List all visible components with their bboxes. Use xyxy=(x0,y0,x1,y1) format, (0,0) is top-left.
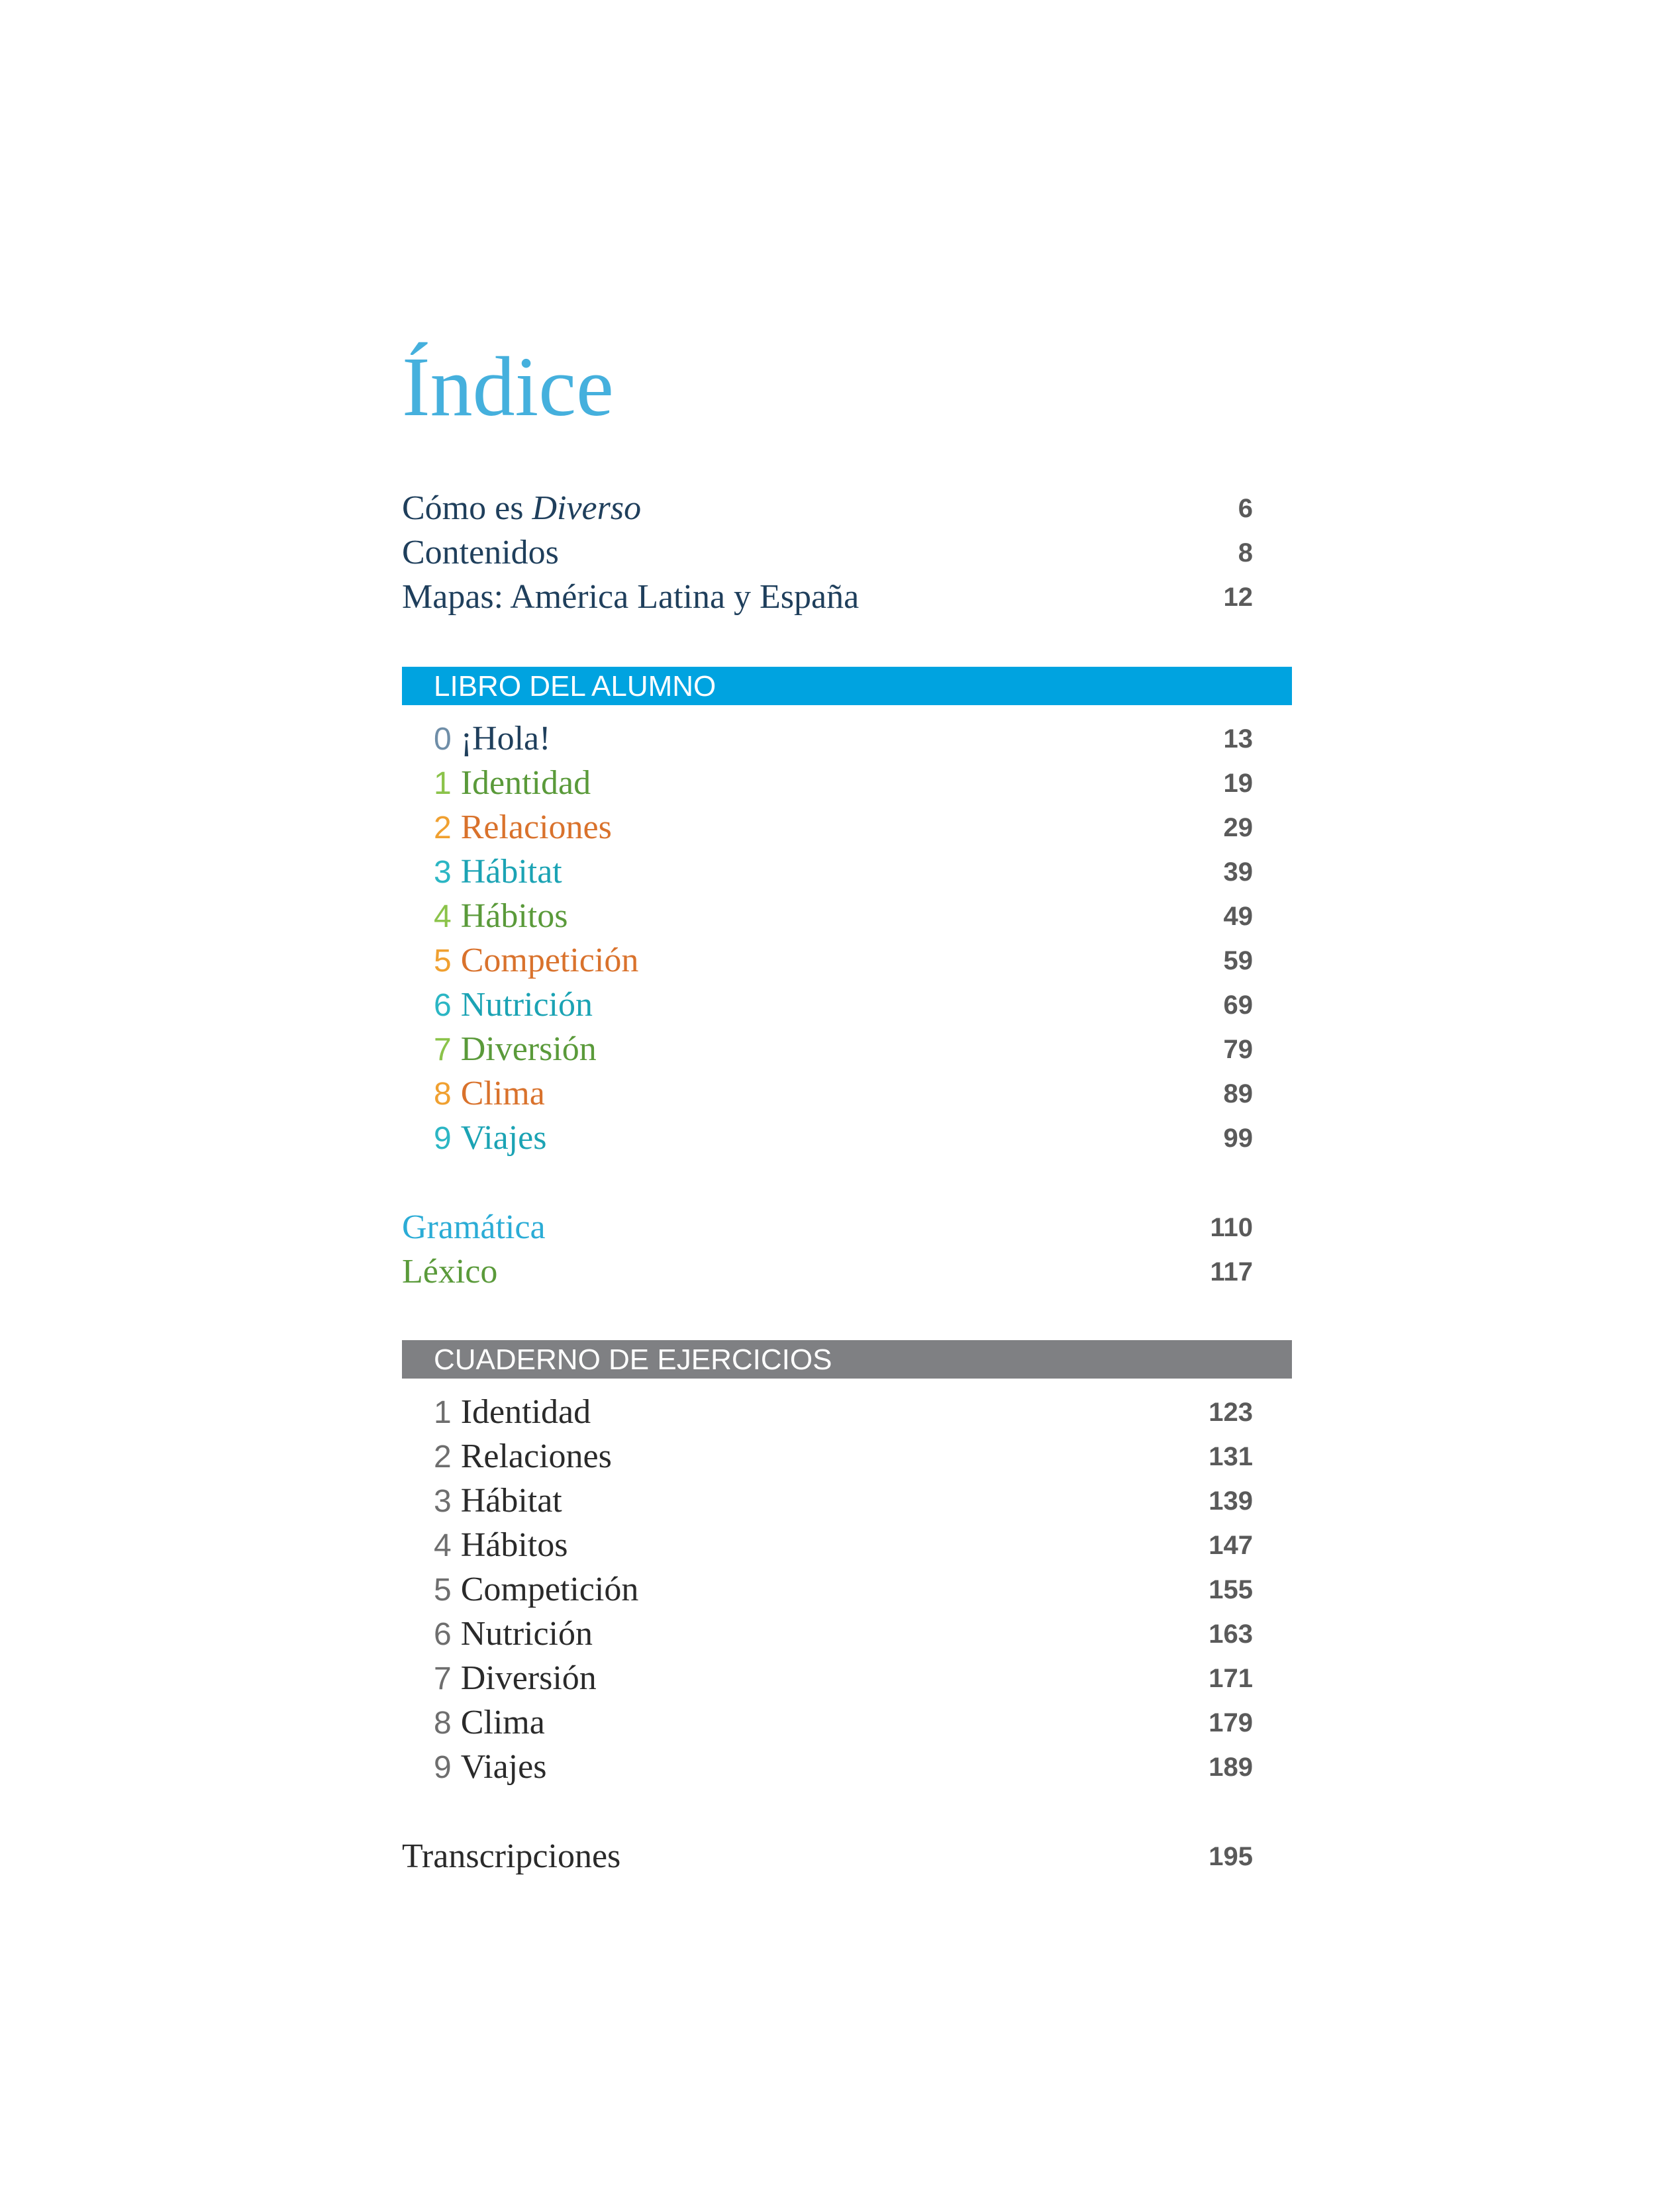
unit-number: 6 xyxy=(434,988,452,1023)
toc-row-page: 110 xyxy=(1210,1213,1253,1242)
unit-title: Viajes xyxy=(460,1748,547,1786)
toc-row-page: 6 xyxy=(1238,494,1253,523)
toc-row-page: 89 xyxy=(1223,1079,1253,1108)
section-banner-libro xyxy=(402,667,1292,705)
section-banner-label: CUADERNO DE EJERCICIOS xyxy=(434,1343,832,1376)
toc-row-page: 29 xyxy=(1223,813,1253,842)
unit-title: Hábitat xyxy=(460,853,562,891)
toc-row-contenidos[interactable] xyxy=(402,531,1253,575)
toc-row-libro-5[interactable] xyxy=(402,939,1253,983)
unit-number: 7 xyxy=(434,1661,452,1696)
toc-row-page: 179 xyxy=(1209,1708,1253,1737)
unit-number: 5 xyxy=(434,1573,452,1608)
unit-title: Hábitos xyxy=(460,1526,568,1564)
unit-number: 8 xyxy=(434,1706,452,1741)
unit-number: 6 xyxy=(434,1617,452,1652)
toc-row-page: 147 xyxy=(1209,1531,1253,1560)
unit-title: Identidad xyxy=(460,764,591,802)
toc-row-transcripciones[interactable] xyxy=(402,1835,1253,1878)
unit-title: Diversión xyxy=(460,1030,597,1068)
toc-row-libro-2[interactable] xyxy=(402,806,1253,850)
unit-number: 7 xyxy=(434,1032,452,1067)
toc-row-label: Contenidos xyxy=(402,534,559,571)
toc-row-cuaderno-3[interactable] xyxy=(402,1479,1253,1523)
unit-number: 1 xyxy=(434,766,452,801)
unit-title: Clima xyxy=(460,1704,545,1741)
toc-row-cuaderno-6[interactable] xyxy=(402,1612,1253,1656)
unit-number: 2 xyxy=(434,810,452,846)
unit-number: 0 xyxy=(434,722,452,757)
toc-row-lexico[interactable] xyxy=(402,1250,1253,1294)
unit-title: Viajes xyxy=(460,1119,547,1157)
unit-number: 9 xyxy=(434,1121,452,1156)
toc-row-cuaderno-8[interactable] xyxy=(402,1701,1253,1745)
toc-row-gramatica[interactable] xyxy=(402,1206,1253,1249)
toc-row-page: 79 xyxy=(1223,1035,1253,1064)
toc-row-page: 155 xyxy=(1209,1575,1253,1604)
unit-title: ¡Hola! xyxy=(460,720,551,757)
toc-row-como-es-diverso[interactable] xyxy=(402,487,1253,530)
unit-title: Diversión xyxy=(460,1659,597,1697)
toc-row-libro-0[interactable] xyxy=(402,717,1253,761)
toc-row-page: 139 xyxy=(1209,1486,1253,1516)
unit-number: 9 xyxy=(434,1750,452,1785)
toc-row-page: 8 xyxy=(1238,538,1253,567)
page-title: Índice xyxy=(402,340,614,434)
toc-row-page: 39 xyxy=(1223,857,1253,887)
toc-row-page: 163 xyxy=(1209,1620,1253,1649)
unit-title: Competición xyxy=(460,1571,639,1608)
toc-row-cuaderno-9[interactable] xyxy=(402,1745,1253,1789)
section-banner-label: LIBRO DEL ALUMNO xyxy=(434,670,716,703)
toc-row-cuaderno-5[interactable] xyxy=(402,1568,1253,1612)
unit-number: 2 xyxy=(434,1439,452,1475)
unit-title: Hábitat xyxy=(460,1482,562,1520)
toc-row-page: 171 xyxy=(1209,1664,1253,1693)
toc-row-page: 13 xyxy=(1223,724,1253,754)
toc-row-libro-7[interactable] xyxy=(402,1028,1253,1071)
unit-number: 3 xyxy=(434,1484,452,1519)
toc-row-page: 49 xyxy=(1223,902,1253,931)
toc-row-label: Transcripciones xyxy=(402,1837,621,1875)
unit-title: Clima xyxy=(460,1075,545,1112)
toc-row-cuaderno-1[interactable] xyxy=(402,1390,1253,1434)
unit-title: Relaciones xyxy=(460,808,612,846)
toc-row-libro-1[interactable] xyxy=(402,761,1253,805)
toc-row-label: Gramática xyxy=(402,1208,546,1246)
unit-title: Nutrición xyxy=(460,986,593,1024)
toc-row-page: 19 xyxy=(1223,769,1253,798)
toc-row-page: 131 xyxy=(1209,1442,1253,1471)
toc-row-label: Léxico xyxy=(402,1253,498,1290)
toc-row-libro-4[interactable] xyxy=(402,895,1253,938)
toc-row-cuaderno-2[interactable] xyxy=(402,1435,1253,1479)
unit-number: 8 xyxy=(434,1077,452,1112)
toc-row-libro-9[interactable] xyxy=(402,1116,1253,1160)
unit-number: 5 xyxy=(434,944,452,979)
toc-row-page: 189 xyxy=(1209,1753,1253,1782)
toc-row-page: 69 xyxy=(1223,991,1253,1020)
toc-row-page: 99 xyxy=(1223,1124,1253,1153)
unit-number: 4 xyxy=(434,1528,452,1563)
unit-title: Identidad xyxy=(460,1393,591,1431)
toc-row-libro-6[interactable] xyxy=(402,983,1253,1027)
toc-row-page: 117 xyxy=(1210,1257,1253,1287)
toc-row-cuaderno-7[interactable] xyxy=(402,1657,1253,1700)
toc-row-cuaderno-4[interactable] xyxy=(402,1524,1253,1567)
toc-row-page: 195 xyxy=(1209,1842,1253,1871)
toc-row-page: 12 xyxy=(1223,583,1253,612)
toc-row-label: Cómo es Diverso xyxy=(402,489,642,527)
toc-row-page: 59 xyxy=(1223,946,1253,975)
unit-title: Nutrición xyxy=(460,1615,593,1653)
toc-row-mapas[interactable] xyxy=(402,575,1253,619)
unit-title: Hábitos xyxy=(460,897,568,935)
unit-number: 4 xyxy=(434,899,452,934)
section-banner-cuaderno xyxy=(402,1340,1292,1379)
unit-title: Competición xyxy=(460,942,639,979)
unit-number: 3 xyxy=(434,855,452,890)
toc-row-libro-8[interactable] xyxy=(402,1072,1253,1116)
unit-number: 1 xyxy=(434,1395,452,1430)
toc-row-libro-3[interactable] xyxy=(402,850,1253,894)
toc-row-page: 123 xyxy=(1209,1398,1253,1427)
unit-title: Relaciones xyxy=(460,1437,612,1475)
toc-row-label: Mapas: América Latina y España xyxy=(402,578,860,616)
